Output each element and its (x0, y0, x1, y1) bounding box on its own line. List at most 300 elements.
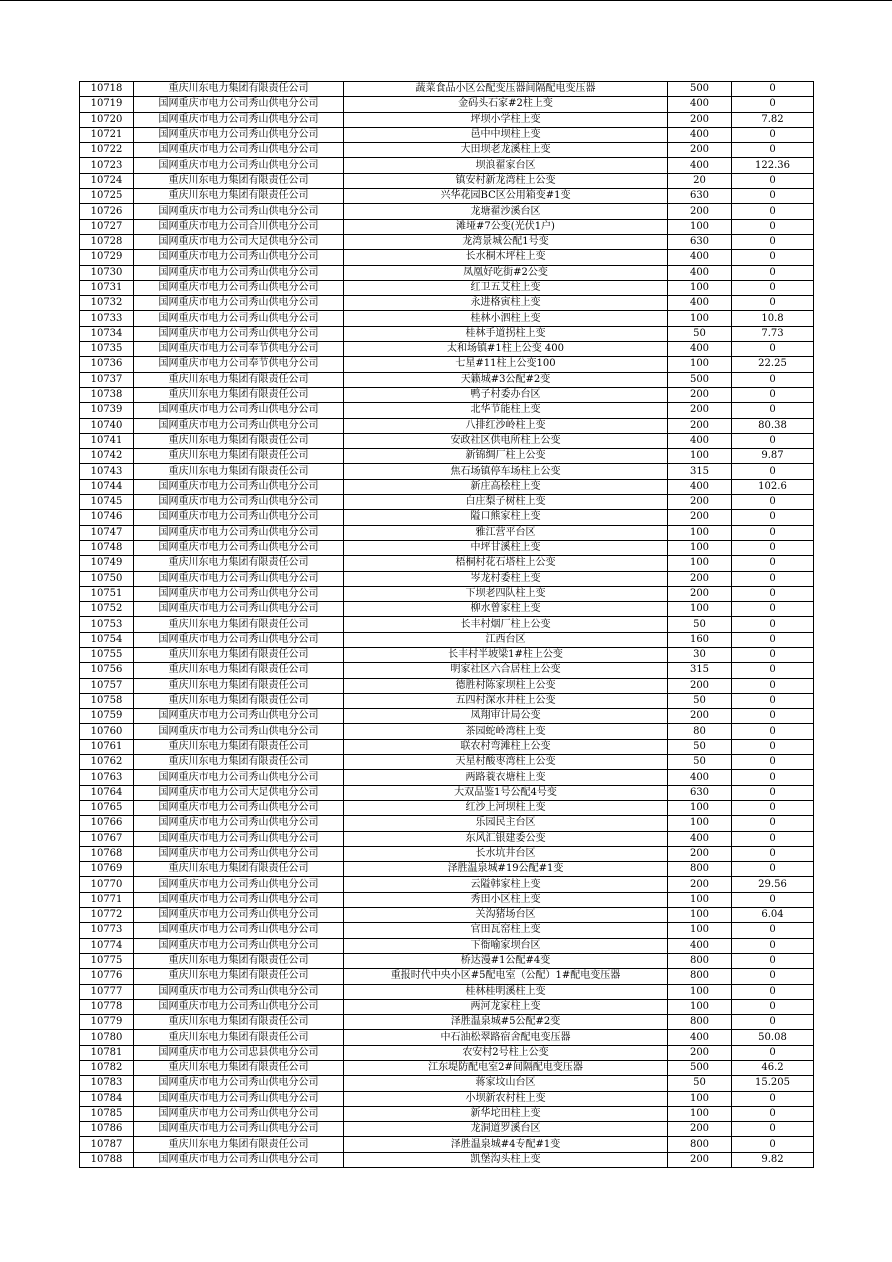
capacity-cell: 100 (668, 1106, 732, 1121)
value-cell: 0 (732, 127, 814, 142)
company-cell: 国网重庆市电力公司秀山供电分公司 (134, 831, 344, 846)
table-row (80, 97, 814, 112)
table-row (80, 693, 814, 708)
table-body (80, 82, 814, 1168)
row-id-cell: 10733 (80, 311, 134, 326)
company-cell: 国网重庆市电力公司秀山供电分公司 (134, 525, 344, 540)
company-cell: 国网重庆市电力公司秀山供电分公司 (134, 846, 344, 861)
row-id-cell: 10743 (80, 464, 134, 479)
station-name-cell: 农安村2号柱上公变 (344, 1045, 668, 1060)
value-cell: 0 (732, 342, 814, 357)
table-row (80, 265, 814, 280)
table-row (80, 602, 814, 617)
table-row (80, 1015, 814, 1030)
station-name-cell: 五四村深水井柱上公变 (344, 693, 668, 708)
station-name-cell: 新华坨田柱上变 (344, 1106, 668, 1121)
row-id-cell: 10727 (80, 219, 134, 234)
capacity-cell: 100 (668, 311, 732, 326)
table-row (80, 984, 814, 999)
company-cell: 国网重庆市电力公司秀山供电分公司 (134, 479, 344, 494)
row-id-cell: 10734 (80, 326, 134, 341)
table-row (80, 112, 814, 127)
value-cell: 0 (732, 739, 814, 754)
table-row (80, 143, 814, 158)
company-cell: 重庆川东电力集团有限责任公司 (134, 647, 344, 662)
capacity-cell: 400 (668, 265, 732, 280)
value-cell: 0 (732, 816, 814, 831)
table-row (80, 1152, 814, 1167)
row-id-cell: 10751 (80, 586, 134, 601)
station-name-cell: 凤翔审计局公变 (344, 709, 668, 724)
company-cell: 重庆川东电力集团有限责任公司 (134, 82, 344, 97)
value-cell: 0 (732, 1091, 814, 1106)
company-cell: 国网重庆市电力公司秀山供电分公司 (134, 1091, 344, 1106)
company-cell: 国网重庆市电力公司秀山供电分公司 (134, 709, 344, 724)
company-cell: 国网重庆市电力公司秀山供电分公司 (134, 908, 344, 923)
company-cell: 国网重庆市电力公司秀山供电分公司 (134, 984, 344, 999)
station-name-cell: 天籁城#3公配#2变 (344, 372, 668, 387)
company-cell: 国网重庆市电力公司秀山供电分公司 (134, 112, 344, 127)
company-cell: 国网重庆市电力公司秀山供电分公司 (134, 999, 344, 1014)
value-cell: 29.56 (732, 877, 814, 892)
value-cell: 0 (732, 540, 814, 555)
value-cell: 10.8 (732, 311, 814, 326)
company-cell: 国网重庆市电力公司秀山供电分公司 (134, 204, 344, 219)
row-id-cell: 10768 (80, 846, 134, 861)
station-name-cell: 安政社区供电所柱上公变 (344, 433, 668, 448)
capacity-cell: 30 (668, 647, 732, 662)
capacity-cell: 160 (668, 632, 732, 647)
row-id-cell: 10772 (80, 908, 134, 923)
station-name-cell: 江西台区 (344, 632, 668, 647)
capacity-cell: 400 (668, 127, 732, 142)
capacity-cell: 200 (668, 387, 732, 402)
table-row (80, 479, 814, 494)
station-name-cell: 白庄梨子树柱上变 (344, 495, 668, 510)
station-name-cell: 凯堡沟头柱上变 (344, 1152, 668, 1167)
row-id-cell: 10719 (80, 97, 134, 112)
station-name-cell: 龙塘翟沙溪台区 (344, 204, 668, 219)
row-id-cell: 10746 (80, 510, 134, 525)
station-name-cell: 永进格寅柱上变 (344, 296, 668, 311)
table-row (80, 1076, 814, 1091)
station-name-cell: 凤凰好吃街#2公变 (344, 265, 668, 280)
station-name-cell: 镇安村新龙湾柱上公变 (344, 173, 668, 188)
value-cell: 102.6 (732, 479, 814, 494)
capacity-cell: 400 (668, 97, 732, 112)
capacity-cell: 100 (668, 602, 732, 617)
company-cell: 重庆川东电力集团有限责任公司 (134, 862, 344, 877)
value-cell: 0 (732, 647, 814, 662)
value-cell: 0 (732, 755, 814, 770)
table-row (80, 556, 814, 571)
company-cell: 重庆川东电力集团有限责任公司 (134, 387, 344, 402)
capacity-cell: 100 (668, 357, 732, 372)
value-cell: 0 (732, 663, 814, 678)
capacity-cell: 100 (668, 1091, 732, 1106)
value-cell: 0 (732, 189, 814, 204)
table-row (80, 418, 814, 433)
station-name-cell: 明家社区六合居柱上公变 (344, 663, 668, 678)
capacity-cell: 80 (668, 724, 732, 739)
company-cell: 国网重庆市电力公司秀山供电分公司 (134, 1152, 344, 1167)
value-cell: 0 (732, 800, 814, 815)
value-cell: 0 (732, 495, 814, 510)
company-cell: 国网重庆市电力公司秀山供电分公司 (134, 540, 344, 555)
value-cell: 0 (732, 173, 814, 188)
value-cell: 0 (732, 785, 814, 800)
station-name-cell: 秀田小区柱上变 (344, 892, 668, 907)
row-id-cell: 10741 (80, 433, 134, 448)
station-name-cell: 长丰村半坡梁1#柱上公变 (344, 647, 668, 662)
table-row (80, 1045, 814, 1060)
company-cell: 国网重庆市电力公司忠县供电分公司 (134, 1045, 344, 1060)
value-cell: 80.38 (732, 418, 814, 433)
capacity-cell: 400 (668, 831, 732, 846)
company-cell: 国网重庆市电力公司秀山供电分公司 (134, 143, 344, 158)
row-id-cell: 10760 (80, 724, 134, 739)
station-name-cell: 关沟猪场台区 (344, 908, 668, 923)
capacity-cell: 315 (668, 464, 732, 479)
station-name-cell: 官田瓦窑柱上变 (344, 923, 668, 938)
capacity-cell: 100 (668, 800, 732, 815)
capacity-cell: 400 (668, 1030, 732, 1045)
capacity-cell: 200 (668, 418, 732, 433)
value-cell: 0 (732, 1106, 814, 1121)
station-name-cell: 蒋家坟山台区 (344, 1076, 668, 1091)
company-cell: 重庆川东电力集团有限责任公司 (134, 1137, 344, 1152)
value-cell: 0 (732, 953, 814, 968)
row-id-cell: 10749 (80, 556, 134, 571)
table-row (80, 510, 814, 525)
company-cell: 国网重庆市电力公司秀山供电分公司 (134, 97, 344, 112)
station-name-cell: 梧桐村花石塔柱上公变 (344, 556, 668, 571)
table-row (80, 923, 814, 938)
company-cell: 国网重庆市电力公司秀山供电分公司 (134, 495, 344, 510)
capacity-cell: 200 (668, 1122, 732, 1137)
company-cell: 国网重庆市电力公司秀山供电分公司 (134, 571, 344, 586)
row-id-cell: 10730 (80, 265, 134, 280)
value-cell: 0 (732, 556, 814, 571)
value-cell: 0 (732, 831, 814, 846)
station-name-cell: 下衙喻家坝台区 (344, 938, 668, 953)
company-cell: 国网重庆市电力公司秀山供电分公司 (134, 938, 344, 953)
company-cell: 国网重庆市电力公司奉节供电分公司 (134, 342, 344, 357)
row-id-cell: 10787 (80, 1137, 134, 1152)
capacity-cell: 400 (668, 296, 732, 311)
row-id-cell: 10780 (80, 1030, 134, 1045)
capacity-cell: 200 (668, 403, 732, 418)
row-id-cell: 10766 (80, 816, 134, 831)
value-cell: 0 (732, 219, 814, 234)
company-cell: 国网重庆市电力公司秀山供电分公司 (134, 158, 344, 173)
station-name-cell: 坪坝小学柱上变 (344, 112, 668, 127)
station-name-cell: 长水坑井台区 (344, 846, 668, 861)
company-cell: 国网重庆市电力公司秀山供电分公司 (134, 1122, 344, 1137)
row-id-cell: 10763 (80, 770, 134, 785)
value-cell: 0 (732, 709, 814, 724)
row-id-cell: 10750 (80, 571, 134, 586)
row-id-cell: 10731 (80, 280, 134, 295)
row-id-cell: 10786 (80, 1122, 134, 1137)
capacity-cell: 200 (668, 143, 732, 158)
station-name-cell: 八排红沙岭柱上变 (344, 418, 668, 433)
value-cell: 0 (732, 510, 814, 525)
capacity-cell: 100 (668, 816, 732, 831)
row-id-cell: 10781 (80, 1045, 134, 1060)
table-row (80, 892, 814, 907)
capacity-cell: 400 (668, 250, 732, 265)
table-row (80, 326, 814, 341)
table-row (80, 663, 814, 678)
company-cell: 重庆川东电力集团有限责任公司 (134, 372, 344, 387)
row-id-cell: 10720 (80, 112, 134, 127)
row-id-cell: 10754 (80, 632, 134, 647)
capacity-cell: 200 (668, 586, 732, 601)
table-row (80, 938, 814, 953)
value-cell: 0 (732, 387, 814, 402)
company-cell: 国网重庆市电力公司秀山供电分公司 (134, 724, 344, 739)
row-id-cell: 10778 (80, 999, 134, 1014)
table-row (80, 372, 814, 387)
capacity-cell: 630 (668, 785, 732, 800)
company-cell: 国网重庆市电力公司秀山供电分公司 (134, 296, 344, 311)
company-cell: 重庆川东电力集团有限责任公司 (134, 693, 344, 708)
capacity-cell: 100 (668, 540, 732, 555)
capacity-cell: 315 (668, 663, 732, 678)
row-id-cell: 10745 (80, 495, 134, 510)
row-id-cell: 10761 (80, 739, 134, 754)
station-name-cell: 桂林小泗柱上变 (344, 311, 668, 326)
row-id-cell: 10771 (80, 892, 134, 907)
value-cell: 0 (732, 892, 814, 907)
table-row (80, 831, 814, 846)
row-id-cell: 10752 (80, 602, 134, 617)
value-cell: 0 (732, 143, 814, 158)
station-name-cell: 两河龙家柱上变 (344, 999, 668, 1014)
capacity-cell: 400 (668, 158, 732, 173)
value-cell: 7.73 (732, 326, 814, 341)
value-cell: 6.04 (732, 908, 814, 923)
value-cell: 0 (732, 265, 814, 280)
company-cell: 国网重庆市电力公司秀山供电分公司 (134, 586, 344, 601)
company-cell: 重庆川东电力集团有限责任公司 (134, 739, 344, 754)
row-id-cell: 10722 (80, 143, 134, 158)
value-cell: 0 (732, 999, 814, 1014)
station-name-cell: 长丰村烟厂柱上公变 (344, 617, 668, 632)
table-row (80, 755, 814, 770)
station-name-cell: 泽胜温泉城#5公配#2变 (344, 1015, 668, 1030)
table-row (80, 127, 814, 142)
row-id-cell: 10758 (80, 693, 134, 708)
company-cell: 国网重庆市电力公司秀山供电分公司 (134, 770, 344, 785)
station-name-cell: 七星#11柱上公变100 (344, 357, 668, 372)
value-cell: 0 (732, 678, 814, 693)
table-row (80, 709, 814, 724)
value-cell: 9.82 (732, 1152, 814, 1167)
station-name-cell: 天星村酸枣湾柱上公变 (344, 755, 668, 770)
row-id-cell: 10783 (80, 1076, 134, 1091)
row-id-cell: 10747 (80, 525, 134, 540)
row-id-cell: 10732 (80, 296, 134, 311)
table-row (80, 617, 814, 632)
company-cell: 国网重庆市电力公司秀山供电分公司 (134, 602, 344, 617)
capacity-cell: 200 (668, 846, 732, 861)
company-cell: 国网重庆市电力公司秀山供电分公司 (134, 632, 344, 647)
station-name-cell: 柳水曾家柱上变 (344, 602, 668, 617)
station-name-cell: 焦石场镇停车场柱上公变 (344, 464, 668, 479)
station-name-cell: 长水桐木坪柱上变 (344, 250, 668, 265)
station-name-cell: 龙湾景城公配1号变 (344, 234, 668, 249)
row-id-cell: 10748 (80, 540, 134, 555)
capacity-cell: 200 (668, 678, 732, 693)
station-name-cell: 滩垭#7公变(光伏1户) (344, 219, 668, 234)
table-row (80, 234, 814, 249)
table-row (80, 311, 814, 326)
station-name-cell: 茶园蛇岭湾柱上变 (344, 724, 668, 739)
row-id-cell: 10737 (80, 372, 134, 387)
station-name-cell: 中石油松翠路宿舍配电变压器 (344, 1030, 668, 1045)
value-cell: 0 (732, 617, 814, 632)
company-cell: 国网重庆市电力公司奉节供电分公司 (134, 357, 344, 372)
capacity-cell: 200 (668, 204, 732, 219)
station-name-cell: 北华节能柱上变 (344, 403, 668, 418)
station-name-cell: 隘口熊家柱上变 (344, 510, 668, 525)
table-row (80, 877, 814, 892)
value-cell: 0 (732, 693, 814, 708)
company-cell: 重庆川东电力集团有限责任公司 (134, 449, 344, 464)
row-id-cell: 10721 (80, 127, 134, 142)
row-id-cell: 10729 (80, 250, 134, 265)
value-cell: 50.08 (732, 1030, 814, 1045)
value-cell: 46.2 (732, 1061, 814, 1076)
table-row (80, 403, 814, 418)
station-name-cell: 岑龙村委柱上变 (344, 571, 668, 586)
station-name-cell: 红沙上河坝柱上变 (344, 800, 668, 815)
table-row (80, 158, 814, 173)
capacity-cell: 400 (668, 479, 732, 494)
transformer-table (79, 81, 814, 1168)
row-id-cell: 10735 (80, 342, 134, 357)
station-name-cell: 德胜村陈家坝柱上公变 (344, 678, 668, 693)
row-id-cell: 10777 (80, 984, 134, 999)
station-name-cell: 泽胜温泉城#19公配#1变 (344, 862, 668, 877)
row-id-cell: 10767 (80, 831, 134, 846)
station-name-cell: 江东堤防配电室2#间隔配电变压器 (344, 1061, 668, 1076)
value-cell: 0 (732, 1045, 814, 1060)
station-name-cell: 桂林手道拐柱上变 (344, 326, 668, 341)
company-cell: 国网重庆市电力公司秀山供电分公司 (134, 280, 344, 295)
company-cell: 国网重庆市电力公司秀山供电分公司 (134, 510, 344, 525)
capacity-cell: 200 (668, 709, 732, 724)
company-cell: 国网重庆市电力公司合川供电分公司 (134, 219, 344, 234)
row-id-cell: 10769 (80, 862, 134, 877)
station-name-cell: 大田坝老龙溪柱上变 (344, 143, 668, 158)
capacity-cell: 200 (668, 510, 732, 525)
value-cell: 7.82 (732, 112, 814, 127)
capacity-cell: 100 (668, 892, 732, 907)
value-cell: 0 (732, 602, 814, 617)
station-name-cell: 鸭子村委办台区 (344, 387, 668, 402)
capacity-cell: 100 (668, 449, 732, 464)
station-name-cell: 新庄高桧柱上变 (344, 479, 668, 494)
value-cell: 0 (732, 296, 814, 311)
station-name-cell: 龙洞道罗溪台区 (344, 1122, 668, 1137)
row-id-cell: 10784 (80, 1091, 134, 1106)
row-id-cell: 10755 (80, 647, 134, 662)
company-cell: 重庆川东电力集团有限责任公司 (134, 173, 344, 188)
value-cell: 0 (732, 204, 814, 219)
table-row (80, 280, 814, 295)
capacity-cell: 50 (668, 693, 732, 708)
company-cell: 国网重庆市电力公司秀山供电分公司 (134, 326, 344, 341)
company-cell: 重庆川东电力集团有限责任公司 (134, 189, 344, 204)
station-name-cell: 重报时代中央小区#5配电室（公配）1#配电变压器 (344, 969, 668, 984)
table-row (80, 724, 814, 739)
capacity-cell: 20 (668, 173, 732, 188)
value-cell: 0 (732, 464, 814, 479)
row-id-cell: 10776 (80, 969, 134, 984)
company-cell: 国网重庆市电力公司秀山供电分公司 (134, 127, 344, 142)
table-row (80, 464, 814, 479)
station-name-cell: 联农村弯滩柱上公变 (344, 739, 668, 754)
table-row (80, 219, 814, 234)
row-id-cell: 10736 (80, 357, 134, 372)
capacity-cell: 100 (668, 219, 732, 234)
row-id-cell: 10785 (80, 1106, 134, 1121)
table-row (80, 342, 814, 357)
company-cell: 重庆川东电力集团有限责任公司 (134, 663, 344, 678)
table-row (80, 969, 814, 984)
table-row (80, 1091, 814, 1106)
value-cell: 0 (732, 724, 814, 739)
company-cell: 国网重庆市电力公司秀山供电分公司 (134, 418, 344, 433)
table-row (80, 1137, 814, 1152)
row-id-cell: 10728 (80, 234, 134, 249)
table-row (80, 495, 814, 510)
company-cell: 重庆川东电力集团有限责任公司 (134, 953, 344, 968)
station-name-cell: 东风汇银建委公变 (344, 831, 668, 846)
table-row (80, 816, 814, 831)
table-row (80, 647, 814, 662)
row-id-cell: 10744 (80, 479, 134, 494)
row-id-cell: 10762 (80, 755, 134, 770)
station-name-cell: 蔬菜食品小区公配变压器间隔配电变压器 (344, 82, 668, 97)
table-row (80, 449, 814, 464)
capacity-cell: 800 (668, 1137, 732, 1152)
capacity-cell: 200 (668, 571, 732, 586)
table-row (80, 953, 814, 968)
station-name-cell: 云隘韩家柱上变 (344, 877, 668, 892)
value-cell: 0 (732, 250, 814, 265)
row-id-cell: 10756 (80, 663, 134, 678)
capacity-cell: 200 (668, 1152, 732, 1167)
company-cell: 国网重庆市电力公司秀山供电分公司 (134, 403, 344, 418)
table-row (80, 571, 814, 586)
capacity-cell: 100 (668, 984, 732, 999)
station-name-cell: 太和场镇#1柱上公变 400 (344, 342, 668, 357)
row-id-cell: 10726 (80, 204, 134, 219)
company-cell: 国网重庆市电力公司秀山供电分公司 (134, 1106, 344, 1121)
value-cell: 0 (732, 938, 814, 953)
station-name-cell: 雅江营平台区 (344, 525, 668, 540)
capacity-cell: 400 (668, 770, 732, 785)
value-cell: 0 (732, 234, 814, 249)
company-cell: 重庆川东电力集团有限责任公司 (134, 678, 344, 693)
row-id-cell: 10770 (80, 877, 134, 892)
table-row (80, 433, 814, 448)
station-name-cell: 邑中中坝柱上变 (344, 127, 668, 142)
